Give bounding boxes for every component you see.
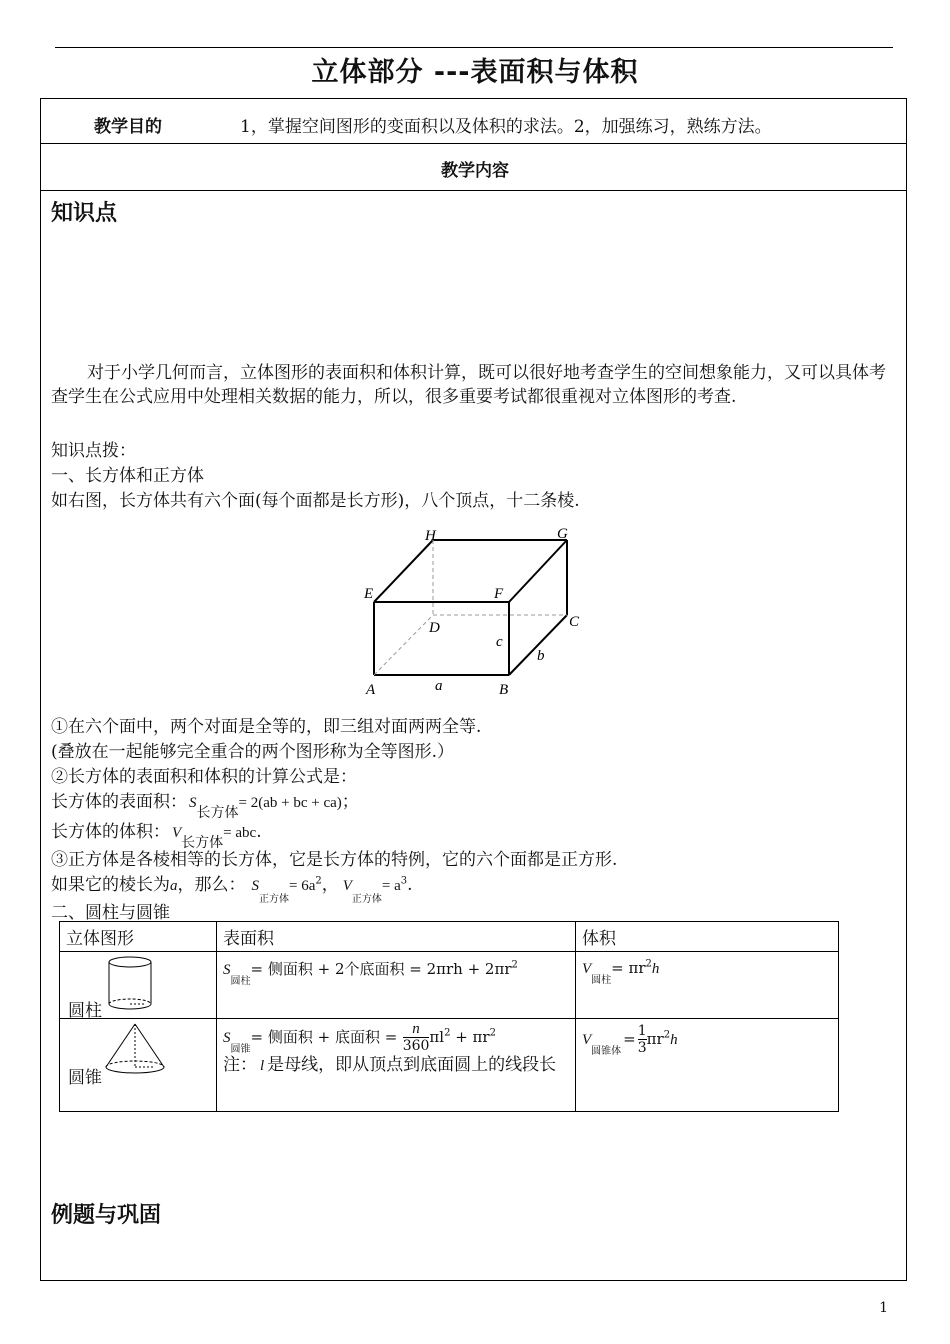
knowledge-heading: 知识点 [51, 201, 118, 226]
cone-V-exp: 2 [663, 1029, 671, 1041]
top-rule [55, 47, 893, 48]
label-c: c [496, 634, 503, 650]
label-C: C [569, 614, 580, 630]
cone-S-sub: 圆锥 [230, 1044, 251, 1055]
cuboid-figure [355, 520, 595, 705]
objective-label: 教学目的 [94, 117, 162, 137]
cube-S-formula: = 6a [289, 878, 316, 894]
volume-label: 长方体的体积： [51, 822, 170, 842]
part1-title: 一、长方体和正方体 [51, 466, 204, 486]
cube-S: S [251, 878, 259, 894]
volume-formula: = abc [223, 825, 257, 841]
surface-formula: = 2(ab + bc + ca) [238, 795, 342, 811]
cone-V-end: h [670, 1032, 678, 1048]
label-H: H [425, 528, 436, 544]
table-row-cylinder [60, 952, 839, 1019]
frame-divider-1 [40, 143, 907, 144]
cube-comma: ， [321, 875, 339, 895]
cylinder-V: V [582, 961, 592, 977]
cone-S-frac-num: n [403, 1021, 430, 1038]
cube-V-sub: 正方体 [351, 894, 382, 905]
cube-S-exp: 2 [315, 875, 322, 887]
cone-icon [102, 1021, 168, 1079]
cube-V: V [342, 878, 352, 894]
objective-text: 1，掌握空间图形的变面积以及体积的求法。2，加强练习，熟练方法。 [240, 117, 772, 137]
cylinder-S-sub: 圆柱 [230, 976, 251, 987]
frame-left [40, 98, 41, 1280]
surface-label: 长方体的表面积： [51, 792, 187, 812]
table-header-row [60, 922, 839, 952]
header-volume: 体积 [576, 922, 839, 952]
point1: ①在六个面中，两个对面是全等的，即三组对面两两全等. [51, 717, 482, 737]
surface-S: S [189, 795, 197, 811]
cylinder-icon [105, 955, 155, 1013]
label-G: G [557, 526, 568, 542]
cone-S-rest: πl [429, 1028, 445, 1046]
cone-name: 圆锥 [68, 1068, 102, 1088]
cone-S-plus: + πr [450, 1028, 490, 1046]
hint-label: 知识点拨： [51, 441, 136, 461]
part2-title: 二、圆柱与圆锥 [51, 903, 170, 923]
frame-divider-2 [40, 190, 907, 191]
point1-note: (叠放在一起能够完全重合的两个图形称为全等图形.） [51, 742, 455, 762]
cone-S-exp2: 2 [489, 1027, 496, 1039]
volume-end: . [256, 822, 262, 842]
point2: ②长方体的表面积和体积的计算公式是： [51, 767, 357, 787]
volume-sub: 长方体 [181, 835, 224, 851]
cone-V-eq: = [623, 1030, 636, 1048]
label-B: B [499, 682, 509, 698]
cone-V-frac-num: 1 [637, 1023, 647, 1039]
frame-top [40, 98, 907, 99]
cube-V-exp: 3 [400, 875, 408, 887]
page-number: 1 [879, 1300, 888, 1316]
frame-right [906, 98, 907, 1280]
surface-formula-line [51, 787, 359, 821]
cone-V: V [582, 1032, 592, 1048]
cube-prefix: 如果它的棱长为 [51, 875, 170, 895]
cone-S-formula: = 侧面积 + 底面积 = [250, 1028, 398, 1046]
page-title: 立体部分 ---表面积与体积 [311, 57, 639, 88]
surface-sub: 长方体 [196, 805, 239, 821]
header-surface: 表面积 [217, 922, 576, 952]
volume-V: V [172, 825, 182, 841]
cube-S-sub: 正方体 [259, 894, 289, 905]
label-A: A [366, 682, 376, 698]
cube-formula-line [51, 870, 413, 905]
cylinder-surface-cell [217, 952, 576, 1019]
surface-end: ； [341, 792, 359, 812]
cone-volume-cell [576, 1019, 839, 1112]
cone-note-rest: 是母线，即从顶点到底面圆上的线段长 [267, 1055, 557, 1075]
examples-heading: 例题与巩固 [51, 1203, 162, 1228]
label-b: b [537, 648, 545, 664]
cube-a: a [170, 878, 178, 894]
cone-V-fraction [638, 1023, 647, 1056]
cylinder-volume-cell [576, 952, 839, 1019]
cone-surface-cell [217, 1019, 576, 1112]
cone-S-frac-den: 360 [402, 1038, 430, 1054]
cylinder-name: 圆柱 [68, 1001, 102, 1021]
cone-cell [60, 1019, 217, 1112]
part1-desc: 如右图，长方体共有六个面(每个面都是长方形)，八个顶点，十二条棱. [51, 491, 580, 511]
shapes-table [59, 921, 839, 1112]
label-E: E [364, 586, 374, 602]
cylinder-V-sub: 圆柱 [591, 975, 612, 986]
cylinder-V-formula: = πr [611, 959, 646, 977]
cube-V-formula: = a [381, 878, 401, 894]
cylinder-V-end: h [651, 961, 660, 977]
label-D: D [429, 620, 440, 636]
frame-bottom [40, 1280, 907, 1281]
cone-V-frac-den: 3 [637, 1040, 647, 1056]
cylinder-S-exp: 2 [511, 959, 518, 971]
header-shape: 立体图形 [60, 922, 217, 952]
cube-then: ，那么： [177, 875, 246, 895]
cylinder-cell [60, 952, 217, 1019]
cone-V-rest: πr [646, 1030, 664, 1048]
label-a: a [435, 678, 443, 694]
cone-S: S [223, 1030, 231, 1046]
cone-S-exp1: 2 [444, 1027, 451, 1039]
point3: ③正方体是各棱相等的长方体，它是长方体的特例，它的六个面都是正方形. [51, 850, 618, 870]
cone-V-sub: 圆锥体 [591, 1046, 622, 1057]
cone-note-prefix: 注： [223, 1055, 257, 1075]
cone-note-l: l [260, 1058, 265, 1074]
cube-end: . [407, 875, 413, 895]
cylinder-V-exp: 2 [645, 958, 652, 970]
label-F: F [494, 586, 504, 602]
cylinder-S-formula: = 侧面积 + 2个底面积 = 2πrh + 2πr [250, 960, 512, 978]
table-row-cone [60, 1019, 839, 1112]
content-label: 教学内容 [441, 161, 509, 181]
cylinder-S: S [223, 962, 231, 978]
volume-formula-line [51, 817, 262, 851]
cone-S-fraction [403, 1021, 430, 1054]
intro-paragraph: 对于小学几何而言，立体图形的表面积和体积计算，既可以很好地考查学生的空间想象能力，又可以具体考查学生在公式应用中处理相关数据的能力，所以，很多重要考试都很重视对立体图形的考查. [51, 363, 886, 407]
